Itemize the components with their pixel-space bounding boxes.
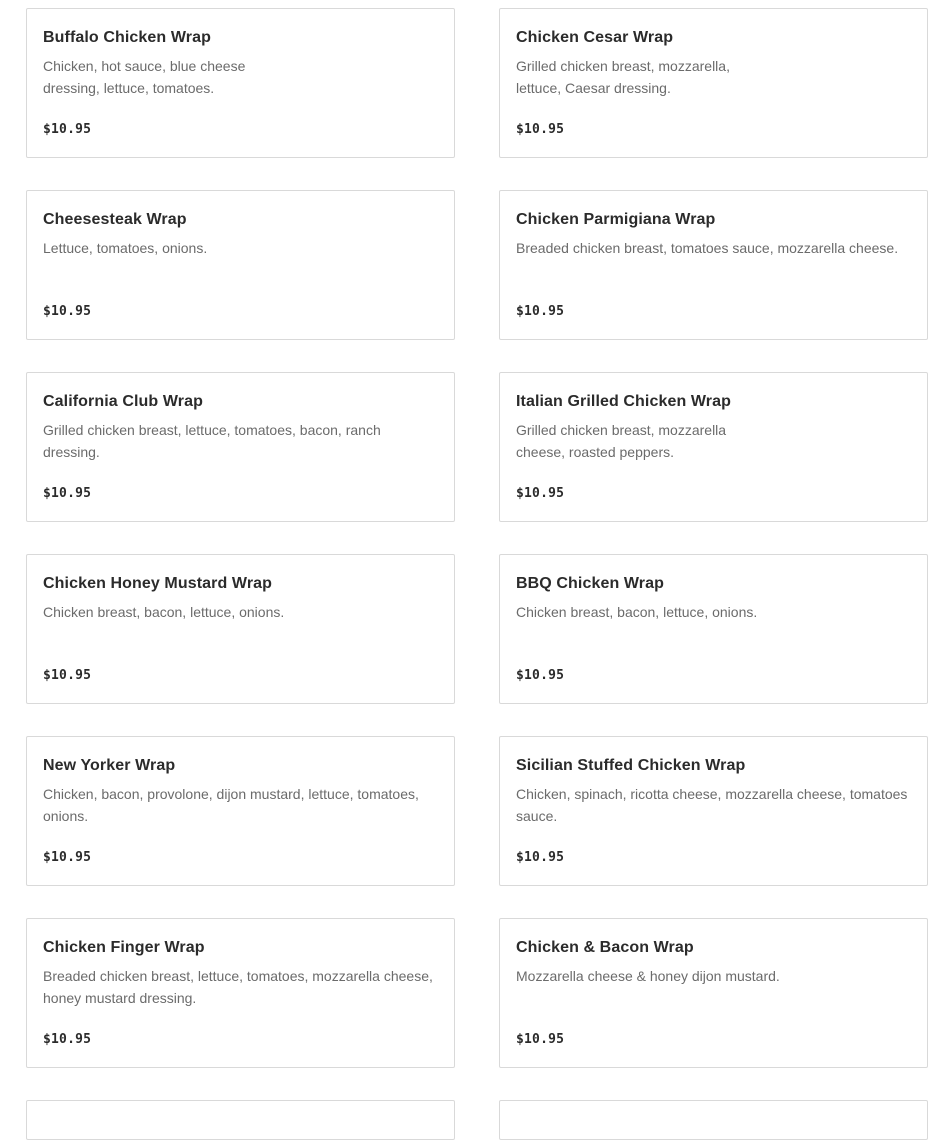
item-name: BBQ Chicken Wrap — [516, 575, 664, 592]
item-description: Breaded chicken breast, lettuce, tomatoes, mozzarella cheese, honey mustard dressing. — [43, 968, 433, 1006]
menu-grid — [26, 8, 928, 1140]
menu-item-card[interactable] — [499, 190, 928, 340]
item-price: $10.95 — [516, 1032, 565, 1047]
menu-item-card[interactable] — [499, 8, 928, 158]
menu-item-card[interactable] — [26, 190, 455, 340]
item-description: Grilled chicken breast, mozzarella cheese, roasted peppers. — [516, 422, 727, 460]
item-description: Chicken, hot sauce, blue cheese dressing, lettuce, tomatoes. — [43, 58, 246, 96]
item-price: $10.95 — [43, 486, 92, 501]
item-description: Grilled chicken breast, lettuce, tomatoes, bacon, ranch dressing. — [43, 422, 381, 460]
menu-item-card[interactable] — [26, 372, 455, 522]
item-name: Chicken Cesar Wrap — [516, 29, 674, 46]
item-name: New Yorker Wrap — [43, 757, 176, 774]
item-name: Chicken Honey Mustard Wrap — [43, 575, 273, 592]
menu-item-card[interactable] — [499, 554, 928, 704]
menu-item-card-partial[interactable] — [499, 1100, 928, 1140]
item-name: Chicken Finger Wrap — [43, 939, 205, 956]
item-description: Lettuce, tomatoes, onions. — [43, 240, 208, 256]
menu-item-card-partial[interactable] — [26, 1100, 455, 1140]
item-description: Chicken, spinach, ricotta cheese, mozzarella cheese, tomatoes sauce. — [516, 786, 908, 824]
item-name: Sicilian Stuffed Chicken Wrap — [516, 757, 746, 774]
item-price: $10.95 — [43, 122, 92, 137]
item-price: $10.95 — [43, 1032, 92, 1047]
item-price: $10.95 — [516, 122, 565, 137]
menu-item-card[interactable] — [26, 8, 455, 158]
menu-item-card[interactable] — [26, 736, 455, 886]
item-price: $10.95 — [516, 668, 565, 683]
item-description: Breaded chicken breast, tomatoes sauce, mozzarella cheese. — [516, 240, 899, 256]
item-name: Chicken & Bacon Wrap — [516, 939, 694, 956]
item-name: Buffalo Chicken Wrap — [43, 29, 211, 46]
item-price: $10.95 — [43, 668, 92, 683]
menu-item-card[interactable] — [26, 918, 455, 1068]
menu-item-card[interactable] — [499, 372, 928, 522]
item-price: $10.95 — [516, 304, 565, 319]
menu-item-card[interactable] — [499, 736, 928, 886]
item-price: $10.95 — [43, 304, 92, 319]
item-name: Chicken Parmigiana Wrap — [516, 211, 716, 228]
menu-item-card[interactable] — [26, 554, 455, 704]
item-name: California Club Wrap — [43, 393, 203, 410]
item-description: Mozzarella cheese & honey dijon mustard. — [516, 968, 780, 984]
item-description: Chicken breast, bacon, lettuce, onions. — [43, 604, 285, 620]
item-name: Italian Grilled Chicken Wrap — [516, 393, 732, 410]
item-name: Cheesesteak Wrap — [43, 211, 187, 228]
item-price: $10.95 — [516, 486, 565, 501]
menu-item-card[interactable] — [499, 918, 928, 1068]
item-description: Grilled chicken breast, mozzarella, lettuce, Caesar dressing. — [516, 58, 730, 96]
item-description: Chicken, bacon, provolone, dijon mustard, lettuce, tomatoes, onions. — [43, 786, 419, 824]
item-price: $10.95 — [43, 850, 92, 865]
item-price: $10.95 — [516, 850, 565, 865]
item-description: Chicken breast, bacon, lettuce, onions. — [516, 604, 758, 620]
